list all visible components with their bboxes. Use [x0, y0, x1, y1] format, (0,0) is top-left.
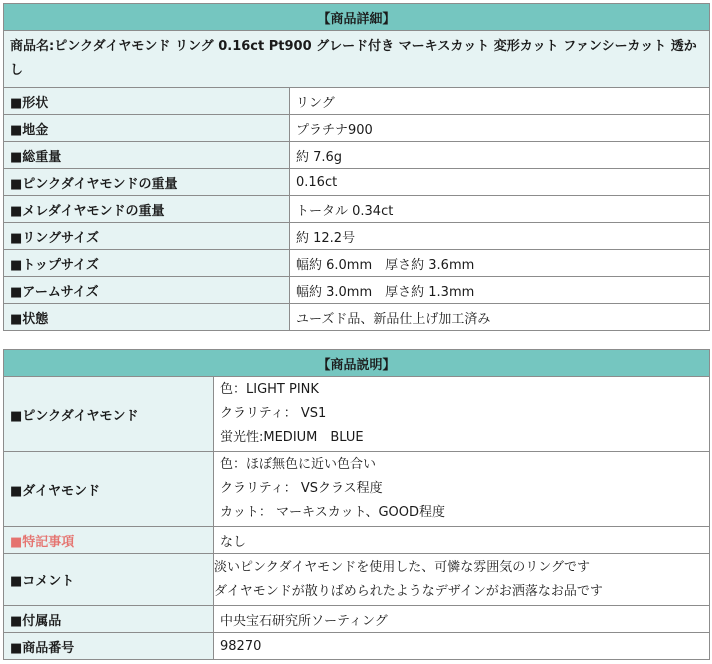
pink-diamond-row: [4, 377, 710, 452]
detail-value: 約 12.2号: [290, 223, 710, 250]
diamond-clarity: クラリティ： VSクラス程度: [220, 481, 383, 496]
description-header: 【商品説明】: [4, 350, 710, 377]
product-number-label: ■商品番号: [4, 633, 214, 660]
detail-label: ■メレダイヤモンドの重量: [4, 196, 290, 223]
detail-row-condition: [4, 304, 710, 331]
comment-row: [4, 554, 710, 606]
detail-row-arm-size: [4, 277, 710, 304]
detail-row-pink-diamond-weight: [4, 169, 710, 196]
detail-label: ■アームサイズ: [4, 277, 290, 304]
notes-label: ■特記事項: [4, 527, 214, 554]
product-number-row: [4, 633, 710, 660]
detail-label: ■リングサイズ: [4, 223, 290, 250]
detail-value: 幅約 3.0mm 厚さ約 1.3mm: [290, 277, 710, 304]
product-details-table: [3, 3, 710, 331]
notes-value: なし: [214, 527, 710, 554]
diamond-row: [4, 452, 710, 527]
detail-row-top-size: [4, 250, 710, 277]
detail-label: ■ピンクダイヤモンドの重量: [4, 169, 290, 196]
detail-value: リング: [290, 88, 710, 115]
accessories-label: ■付属品: [4, 606, 214, 633]
detail-label: ■形状: [4, 88, 290, 115]
detail-row-shape: [4, 88, 710, 115]
detail-row-melee-weight: [4, 196, 710, 223]
accessories-value: 中央宝石研究所ソーティング: [214, 606, 710, 633]
details-header: 【商品詳細】: [4, 4, 710, 31]
notes-row: [4, 527, 710, 554]
comment-label: ■コメント: [4, 554, 214, 606]
diamond-cut: カット： マーキスカット、GOOD程度: [220, 505, 445, 520]
product-number-value: 98270: [214, 633, 710, 660]
pink-diamond-specs: [214, 377, 710, 452]
detail-label: ■総重量: [4, 142, 290, 169]
detail-value: ユーズド品、新品仕上げ加工済み: [290, 304, 710, 331]
detail-value: 約 7.6g: [290, 142, 710, 169]
detail-row-metal: [4, 115, 710, 142]
diamond-specs: [214, 452, 710, 527]
product-description-table: [3, 349, 710, 660]
comment-line: 淡いピンクダイヤモンドを使用した、可憐な雰囲気のリングです: [214, 559, 590, 575]
detail-label: ■トップサイズ: [4, 250, 290, 277]
accessories-row: [4, 606, 710, 633]
detail-value: 幅約 6.0mm 厚さ約 3.6mm: [290, 250, 710, 277]
pink-diamond-fluorescence: 蛍光性:MEDIUM BLUE: [220, 430, 364, 445]
detail-label: ■状態: [4, 304, 290, 331]
detail-value: トータル 0.34ct: [290, 196, 710, 223]
pink-diamond-clarity: クラリティ： VS1: [220, 406, 327, 421]
product-name: 商品名:ピンクダイヤモンド リング 0.16ct Pt900 グレード付き マーキスカット 変形カット ファンシーカット 透かし: [4, 31, 710, 88]
detail-row-total-weight: [4, 142, 710, 169]
comment-line: ダイヤモンドが散りばめられたようなデザインがお洒落なお品です: [214, 583, 603, 599]
diamond-color: 色：ほぼ無色に近い色合い: [220, 457, 377, 472]
comment-text: [214, 554, 710, 606]
detail-label: ■地金: [4, 115, 290, 142]
pink-diamond-label: ■ピンクダイヤモンド: [4, 377, 214, 452]
detail-value: 0.16ct: [290, 169, 710, 196]
diamond-label: ■ダイヤモンド: [4, 452, 214, 527]
pink-diamond-color: 色：LIGHT PINK: [220, 382, 319, 397]
detail-value: プラチナ900: [290, 115, 710, 142]
detail-row-ring-size: [4, 223, 710, 250]
